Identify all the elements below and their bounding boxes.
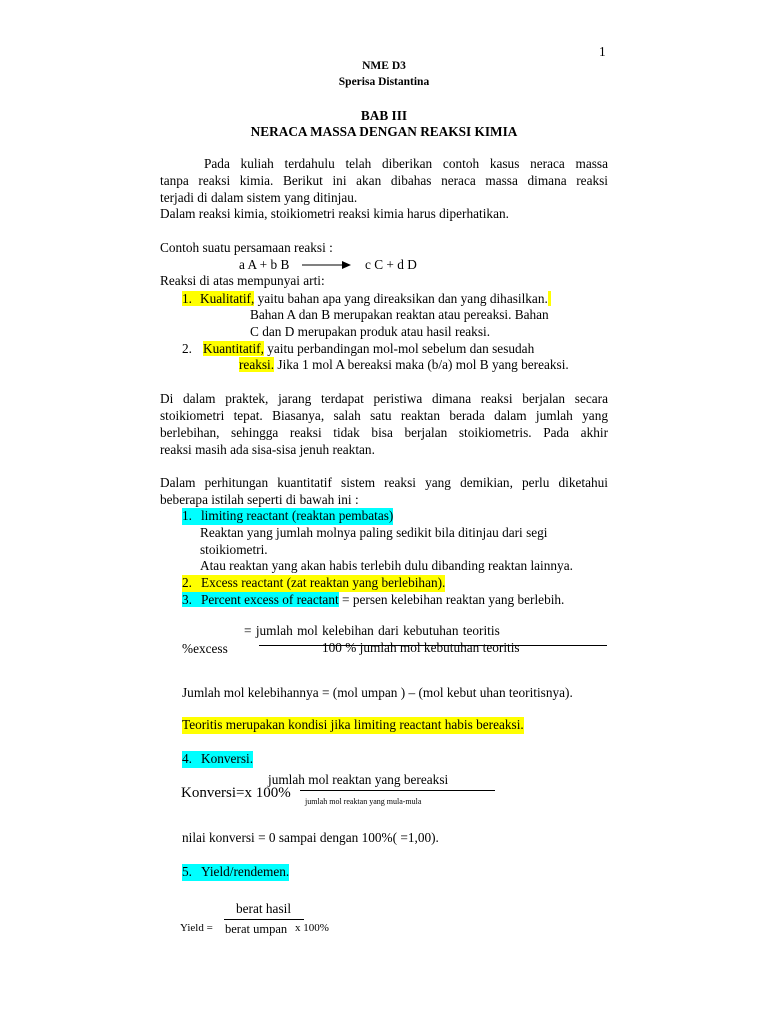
term-3-label: Percent excess of reactant: [192, 592, 339, 607]
intro-line-4: Dalam reaksi kimia, stoikiometri reaksi kimia harus diperhatikan.: [160, 206, 509, 221]
conversion-fraction-line: [300, 790, 495, 791]
item-2-line-2: [239, 357, 569, 374]
item-2-number: 2.: [182, 341, 192, 356]
term-3-text: = persen kelebihan reaktan yang berlebih.: [338, 592, 565, 607]
term-1: [182, 508, 393, 525]
intro-line-2: tanpa reaksi kimia. Berikut ini akan dibahas neraca massa dimana reaksi: [160, 173, 608, 188]
item-1: [182, 291, 551, 308]
practice-line-4: reaksi masih ada sisa-sisa jenuh reaktan.: [160, 442, 375, 457]
item-1-text: yaitu bahan apa yang direaksikan dan yang dihasilkan.: [254, 291, 548, 306]
term-1-desc-1: Reaktan yang jumlah molnya paling sedikit bila ditinjau dari segi: [200, 525, 548, 540]
terms-intro-1: Dalam perhitungan kuantitatif sistem reaksi yang demikian, perlu diketahui: [160, 475, 608, 490]
term-1-desc-3: Atau reaktan yang akan habis terlebih dulu dibanding reaktan lainnya.: [200, 558, 573, 573]
item-2-line-2a: reaksi.: [239, 357, 275, 372]
term-1-label: limiting reactant (reaktan pembatas): [200, 508, 394, 523]
yield-fraction-line: [224, 919, 304, 920]
term-2: [182, 575, 445, 592]
excess-note: Jumlah mol kelebihannya = (mol umpan ) – (mol kebut uhan teoritisnya).: [182, 685, 573, 700]
reaction-arrow-icon: [302, 259, 352, 271]
reaction-meaning: Reaksi di atas mempunyai arti:: [160, 273, 325, 288]
practice-line-2: stoikiometri tepat. Biasanya, salah satu reaktan berada dalam jumlah yang: [160, 408, 608, 423]
header-course: NME D3: [362, 60, 406, 72]
term-1-desc-2: stoikiometri.: [200, 542, 268, 557]
item-2: [182, 341, 534, 358]
conversion-denominator: jumlah mol reaktan yang mula-mula: [305, 797, 422, 806]
yield-times: x 100%: [295, 922, 329, 934]
conversion-heading: [182, 751, 253, 768]
yield-denominator: berat umpan: [225, 922, 288, 936]
page-number: 1: [599, 44, 606, 59]
item-1-line-2: Bahan A dan B merupakan reaktan atau pereaksi. Bahan: [250, 307, 549, 322]
item-2-label: Kuantitatif,: [202, 341, 264, 356]
reaction-intro: Contoh suatu persamaan reaksi :: [160, 240, 333, 255]
item-1-line-3: C dan D merupakan produk atau hasil reaksi.: [250, 324, 491, 339]
reaction-rhs: c C + d D: [365, 257, 417, 272]
yield-lhs: Yield =: [180, 922, 213, 934]
item-2-line-2b: Jika 1 mol A bereaksi maka (b/a) mol B yang bereaksi.: [274, 357, 569, 372]
term-2-number: 2.: [182, 575, 192, 590]
term-3-number: 3.: [182, 592, 192, 607]
conversion-number: 4.: [182, 751, 192, 766]
item-1-label: Kualitatif,: [192, 291, 254, 306]
excess-denominator: 100 % jumlah mol kebutuhan teoritis: [322, 640, 520, 655]
item-1-mark: ​: [547, 291, 552, 306]
item-2-text: yaitu perbandingan mol-mol sebelum dan sesudah: [263, 341, 535, 356]
term-3: [182, 592, 564, 609]
intro-line-3: terjadi di dalam sistem yang ditinjau.: [160, 190, 358, 205]
header-author: Sperisa Distantina: [338, 76, 430, 88]
yield-label: Yield/rendemen.: [200, 864, 290, 879]
terms-intro-2: beberapa istilah seperti di bawah ini :: [160, 492, 359, 507]
reaction-lhs: a A + b B: [239, 257, 290, 272]
practice-line-1: Di dalam praktek, jarang terdapat peristiwa dimana reaksi berjalan secara: [160, 391, 608, 406]
yield-numerator: berat hasil: [236, 901, 292, 916]
chapter-number: BAB III: [360, 108, 408, 123]
theory-note: Teoritis merupakan kondisi jika limiting reactant habis bereaksi.: [182, 717, 524, 732]
yield-heading: [182, 864, 289, 881]
chapter-title: NERACA MASSA DENGAN REAKSI KIMIA: [250, 124, 518, 139]
yield-number: 5.: [182, 864, 192, 879]
item-1-number: 1.: [182, 291, 192, 306]
conversion-label: Konversi.: [200, 751, 254, 766]
term-1-number: 1.: [182, 508, 192, 523]
intro-line-1: Pada kuliah terdahulu telah diberikan contoh kasus neraca massa: [204, 156, 608, 171]
term-2-label: Excess reactant (zat reaktan yang berlebihan).: [200, 575, 446, 590]
conversion-numerator: jumlah mol reaktan yang bereaksi: [268, 772, 449, 787]
conversion-lhs: Konversi=x 100%: [181, 785, 291, 801]
conversion-range: nilai konversi = 0 sampai dengan 100%( =1,00).: [182, 830, 439, 845]
excess-lhs: %excess: [182, 641, 228, 656]
excess-numerator: = jumlah mol kelebihan dari kebutuhan teoritis: [244, 623, 500, 638]
practice-line-3: berlebihan, sehingga reaksi tidak bisa berjalan stoikiometris. Pada akhir: [160, 425, 608, 440]
